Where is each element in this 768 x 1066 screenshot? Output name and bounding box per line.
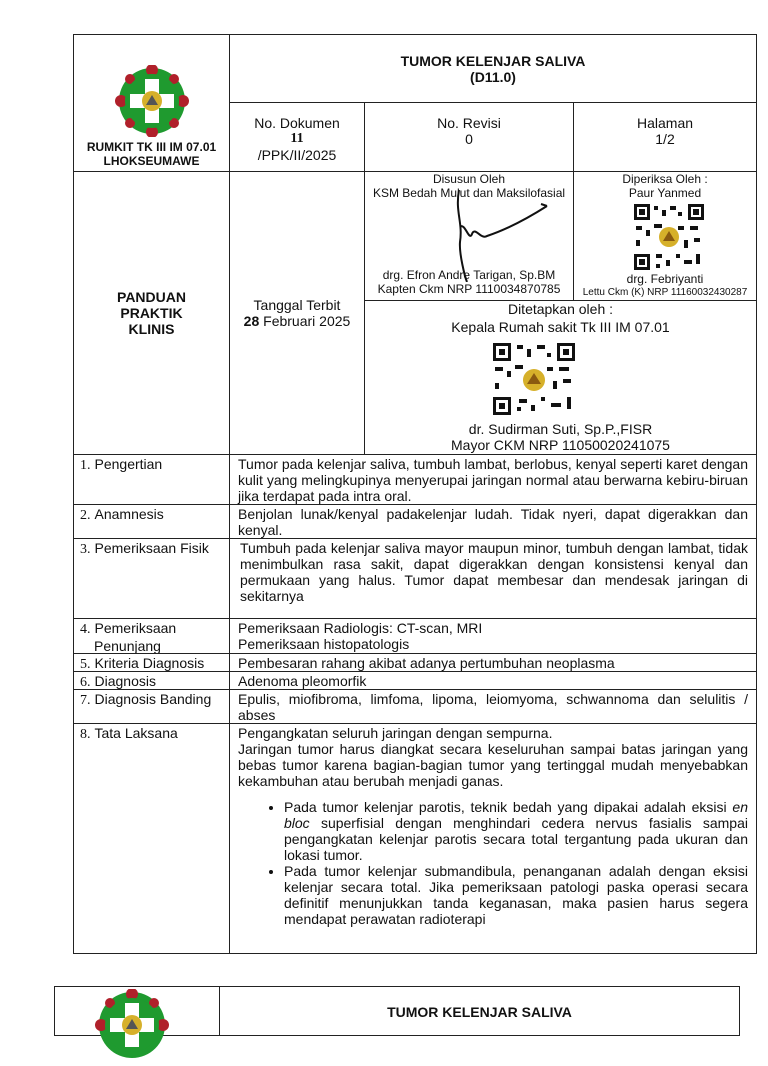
issue-date-label: Tanggal Terbit — [253, 297, 341, 313]
checked-by-cell — [573, 171, 757, 301]
tata-laksana-bullet-2: • Pada tumor kelenjar submandibula, penanganan adalah dengan eksisi kelenjar secara total. Jika pemeriksaan patologi paska operasi secara definitif menunjukkan tanda keganasan, maka pasien harus segera mendapat perawatan radioterapi — [284, 863, 748, 927]
qr-code-icon — [493, 343, 575, 415]
checked-name: drg. Febriyanti — [626, 272, 704, 286]
hospital-name: RUMKIT TK III IM 07.01 — [86, 140, 217, 154]
row-label: Diagnosis Banding — [94, 691, 212, 707]
set-rank: Mayor CKM NRP 11050020241075 — [451, 437, 670, 453]
row-number: 2. — [80, 508, 91, 523]
bullet-1-text-a: Pada tumor kelenjar parotis, teknik bedah yang dipakai adalah eksisi — [284, 799, 733, 815]
prepared-name: drg. Efron Andre Tarigan, Sp.BM — [382, 268, 556, 282]
checked-label: Diperiksa Oleh : — [622, 172, 708, 186]
document-title-cell — [229, 34, 757, 103]
row-label-diagnosis-banding — [73, 689, 230, 724]
row-number: 5. — [80, 657, 91, 672]
document-title: TUMOR KELENJAR SALIVA — [400, 52, 586, 69]
doc-number: 11 — [290, 131, 304, 146]
row-content-pengertian: Tumor pada kelenjar saliva, tumbuh lambat, berlobus, kenyal seperti karet dengan kulit yang melingkupinya menyerupai jaringan normal atau berwarna kebiru-biruan jika terdapat pada intra oral. — [229, 454, 757, 505]
issue-date — [244, 313, 351, 329]
row-label-pengertian — [73, 454, 230, 505]
checked-unit: Paur Yanmed — [628, 186, 702, 200]
set-label: Ditetapkan oleh : — [507, 301, 614, 317]
bullet-1-emphasis: en bloc — [284, 799, 748, 831]
document-number-cell — [229, 102, 365, 172]
row-number: 1. — [80, 458, 91, 473]
next-page-title-cell — [219, 986, 740, 1036]
hospital-logo-icon — [107, 65, 197, 137]
tata-laksana-para-2: Jaringan tumor harus diangkat secara keseluruhan sampai batas jaringan yang bebas tumor karena bagian-bagian tumor yang tertinggal mudah menyebabkan kekambuhan atau berubah menjadi ganas. — [238, 741, 748, 789]
row-label: Pengertian — [94, 456, 163, 472]
prepared-unit: KSM Bedah Mulut dan Maksilofasial — [372, 186, 566, 200]
guide-line-1: PANDUAN — [117, 289, 186, 305]
row-content-diagnosis-banding: Epulis, miofibroma, limfoma, lipoma, leiomyoma, schwannoma dan selulitis / abses — [229, 689, 757, 724]
row-label-tata-laksana — [73, 723, 230, 954]
row-content-tata-laksana — [229, 723, 757, 954]
row-label-kriteria-diagnosis — [73, 653, 230, 672]
row-number: 4. — [80, 622, 91, 637]
row-content-kriteria-diagnosis: Pembesaran rahang akibat adanya pertumbuhan neoplasma — [229, 653, 757, 672]
page-label: Halaman — [636, 115, 694, 131]
approved-by-cell — [364, 300, 757, 455]
row-number: 3. — [80, 542, 91, 557]
guide-line-3: KLINIS — [128, 321, 175, 337]
revision-cell — [364, 102, 574, 172]
row-number: 6. — [80, 675, 91, 690]
guide-type-cell — [73, 171, 230, 455]
hospital-city: LHOKSEUMAWE — [103, 154, 200, 168]
row-label: Pemeriksaan Fisik — [94, 540, 209, 556]
row-number: 7. — [80, 693, 91, 708]
hospital-logo-icon — [87, 989, 177, 1061]
row-content-anamnesis: Benjolan lunak/kenyal padakelenjar ludah. Tidak nyeri, dapat digerakkan dan kenyal. — [229, 504, 757, 539]
row-label: Diagnosis — [94, 673, 156, 689]
row-content-pemeriksaan-penunjang — [229, 618, 757, 654]
hospital-logo-cell — [73, 34, 230, 172]
set-title: Kepala Rumah sakit Tk III IM 07.01 — [451, 319, 670, 335]
guide-line-2: PRAKTIK — [120, 305, 183, 321]
issue-month-year: Februari 2025 — [263, 313, 351, 329]
next-page-title: TUMOR KELENJAR SALIVA — [387, 1004, 572, 1020]
penunjang-line-1: Pemeriksaan Radiologis: CT-scan, MRI — [238, 620, 483, 636]
tata-laksana-para-1: Pengangkatan seluruh jaringan dengan sempurna. — [238, 725, 553, 741]
row-label-anamnesis — [73, 504, 230, 539]
document-code: (D11.0) — [470, 68, 516, 85]
page-value: 1/2 — [655, 131, 675, 147]
prepared-rank: Kapten Ckm NRP 1110034870785 — [377, 282, 561, 296]
signature-icon — [445, 182, 555, 282]
qr-code-icon — [634, 204, 704, 270]
revision-value: 0 — [465, 131, 473, 147]
tata-laksana-bullet-1 — [284, 799, 748, 863]
next-page-logo-cell — [54, 986, 220, 1036]
row-label-pemeriksaan-fisik — [73, 538, 230, 619]
row-label: Anamnesis — [94, 506, 164, 522]
bullet-1-text-b: superfisial dengan menghindari cedera nervus fasialis sampai pengangkatan kelenjar parotis secara total tergantung pada ukuran dan lokasi tumor. — [284, 815, 748, 863]
page-cell — [573, 102, 757, 172]
prepared-label: Disusun Oleh — [432, 172, 506, 186]
penunjang-line-2: Pemeriksaan histopatologis — [238, 636, 410, 652]
set-name: dr. Sudirman Suti, Sp.P.,FISR — [468, 421, 653, 437]
row-label-diagnosis — [73, 671, 230, 690]
row-content-diagnosis: Adenoma pleomorfik — [229, 671, 757, 690]
checked-rank: Lettu Ckm (K) NRP 11160032430287 — [582, 287, 748, 298]
doc-number-label: No. Dokumen — [254, 115, 340, 131]
issue-day: 28 — [243, 313, 260, 329]
revision-label: No. Revisi — [437, 115, 501, 131]
row-content-pemeriksaan-fisik: Tumbuh pada kelenjar saliva mayor maupun minor, tumbuh dengan lambat, tidak menimbulkan rasa sakit, dapat digerakkan dengan konsistensi kenyal dan permukaan yang halus. Tumor dapat membesar dan mendesak jaringan di sekitarnya — [229, 538, 757, 619]
prepared-by-cell — [364, 171, 574, 301]
row-number: 8. — [80, 727, 91, 742]
row-label: Tata Laksana — [94, 725, 178, 741]
row-label-pemeriksaan-penunjang — [73, 618, 230, 654]
issue-date-cell — [229, 171, 365, 455]
doc-number-suffix: /PPK/II/2025 — [257, 147, 337, 163]
row-label: Kriteria Diagnosis — [94, 655, 205, 671]
row-label: Pemeriksaan Penunjang — [94, 620, 177, 654]
